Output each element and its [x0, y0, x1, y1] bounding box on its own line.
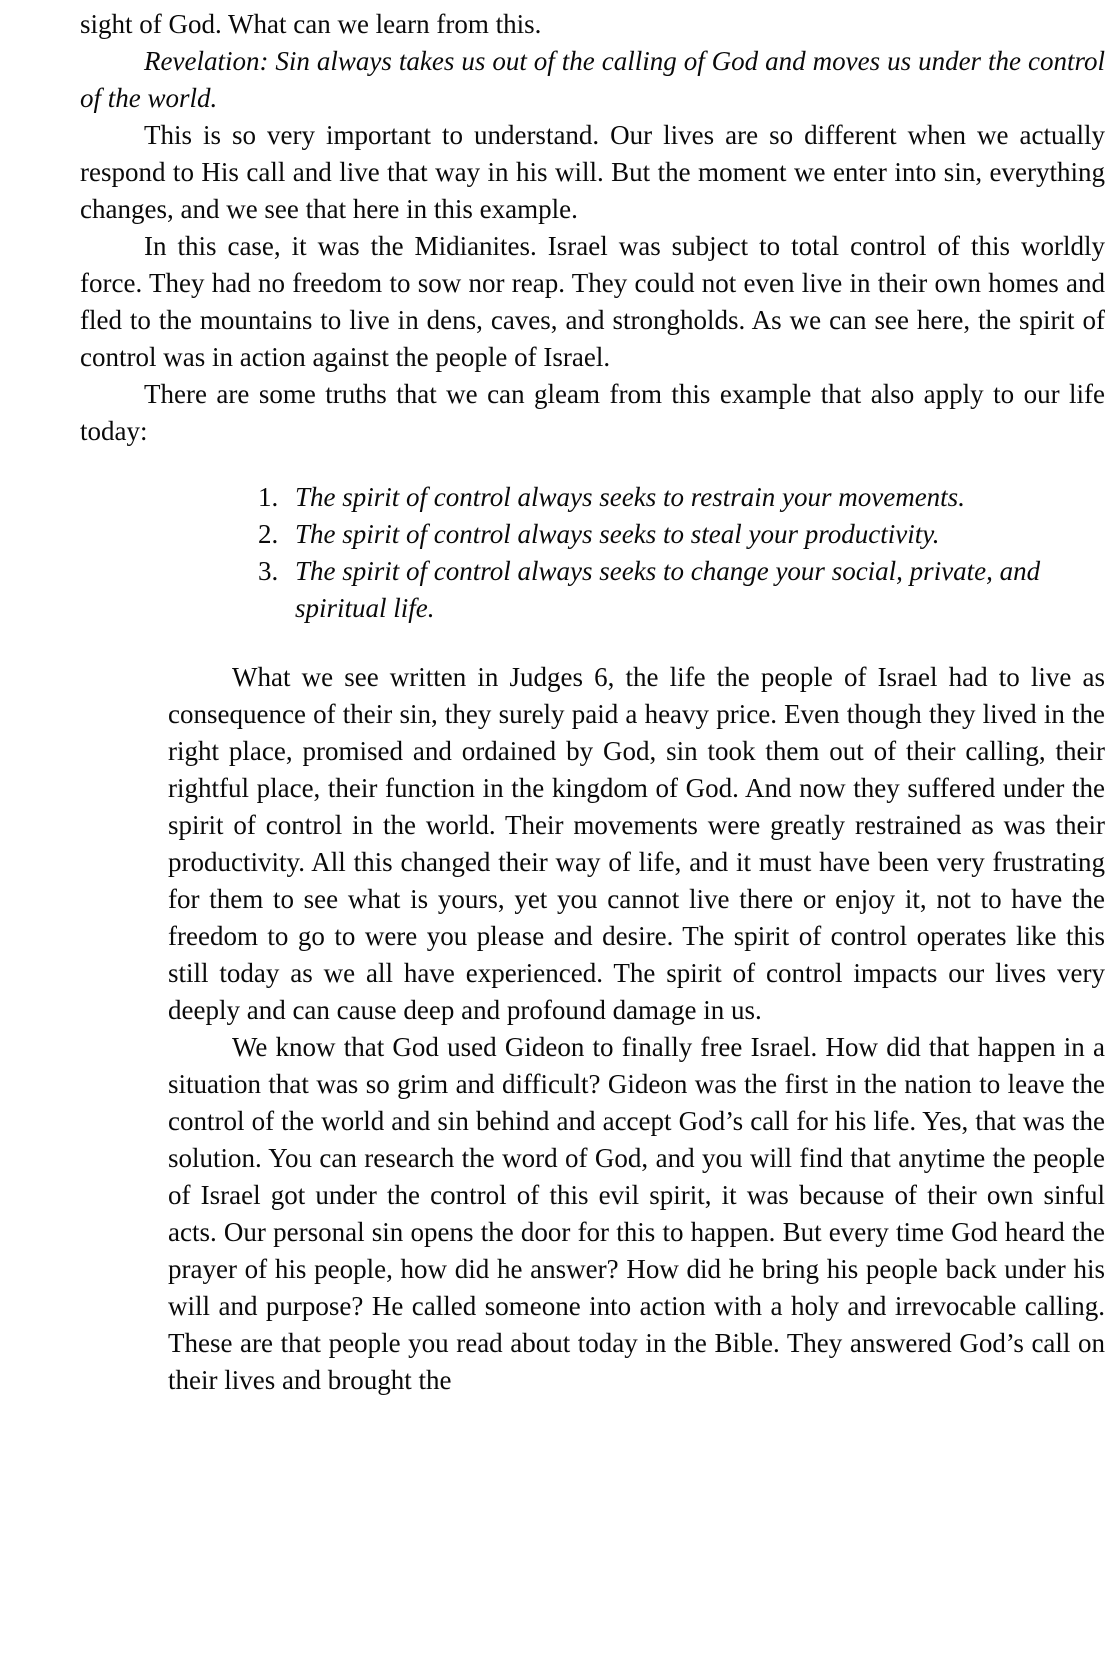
list-item	[258, 516, 1105, 553]
list-item-text: The spirit of control always seeks to restrain your movements.	[295, 482, 965, 512]
list-item-text: The spirit of control always seeks to steal your productivity.	[295, 519, 940, 549]
paragraph-revelation: Revelation: Sin always takes us out of the calling of God and moves us under the control of the world.	[80, 46, 1105, 113]
list-item-number: 2.	[258, 519, 279, 549]
paragraph-importance: This is so very important to understand. Our lives are so different when we actually respond to His call and live that way in his will. But the moment we enter into sin, everything changes, and we see that here in this example.	[80, 120, 1105, 224]
paragraph-truths-intro: There are some truths that we can gleam from this example that also apply to our life today:	[80, 379, 1105, 446]
list-item	[258, 479, 1105, 516]
indented-block	[168, 659, 1105, 1399]
list-item-number: 1.	[258, 482, 279, 512]
paragraph-judges6: What we see written in Judges 6, the life the people of Israel had to live as consequence of their sin, they surely paid a heavy price. Even though they lived in the right place, promised and ordained by God, sin took them out of their calling, their rightful place, their function in the kingdom of God. And now they suffered under the spirit of control in the world. Their movements were greatly restrained as was their productivity. All this changed their way of life, and it must have been very frustrating for them to see what is yours, yet you cannot live there or enjoy it, not to have the freedom to go to were you please and desire. The spirit of control operates like this still today as we all have experienced. The spirit of control impacts our lives very deeply and can cause deep and profound damage in us.	[168, 662, 1105, 1025]
numbered-list	[258, 479, 1105, 627]
list-item-number: 3.	[258, 556, 279, 586]
paragraph-gideon: We know that God used Gideon to finally free Israel. How did that happen in a situation that was so grim and difficult? Gideon was the first in the nation to leave the control of the world and sin behind and accept God’s call for his life. Yes, that was the solution. You can research the word of God, and you will find that anytime the people of Israel got under the control of this evil spirit, it was because of their own sinful acts. Our personal sin opens the door for this to happen. But every time God heard the prayer of his people, how did he answer? How did he bring his people back under his will and purpose? He called someone into action with a holy and irrevocable calling. These are that people you read about today in the Bible. They answered God’s call on their lives and brought the	[168, 1032, 1105, 1395]
paragraph-midianites: In this case, it was the Midianites. Israel was subject to total control of this worldly force. They had no freedom to sow nor reap. They could not even live in their own homes and fled to the mountains to live in dens, caves, and strongholds. As we can see here, the spirit of control was in action against the people of Israel.	[80, 231, 1105, 372]
list-item	[258, 553, 1105, 627]
paragraph-continuation: sight of God. What can we learn from this.	[80, 9, 542, 39]
list-item-text: The spirit of control always seeks to change your social, private, and spiritual life.	[295, 556, 1041, 623]
